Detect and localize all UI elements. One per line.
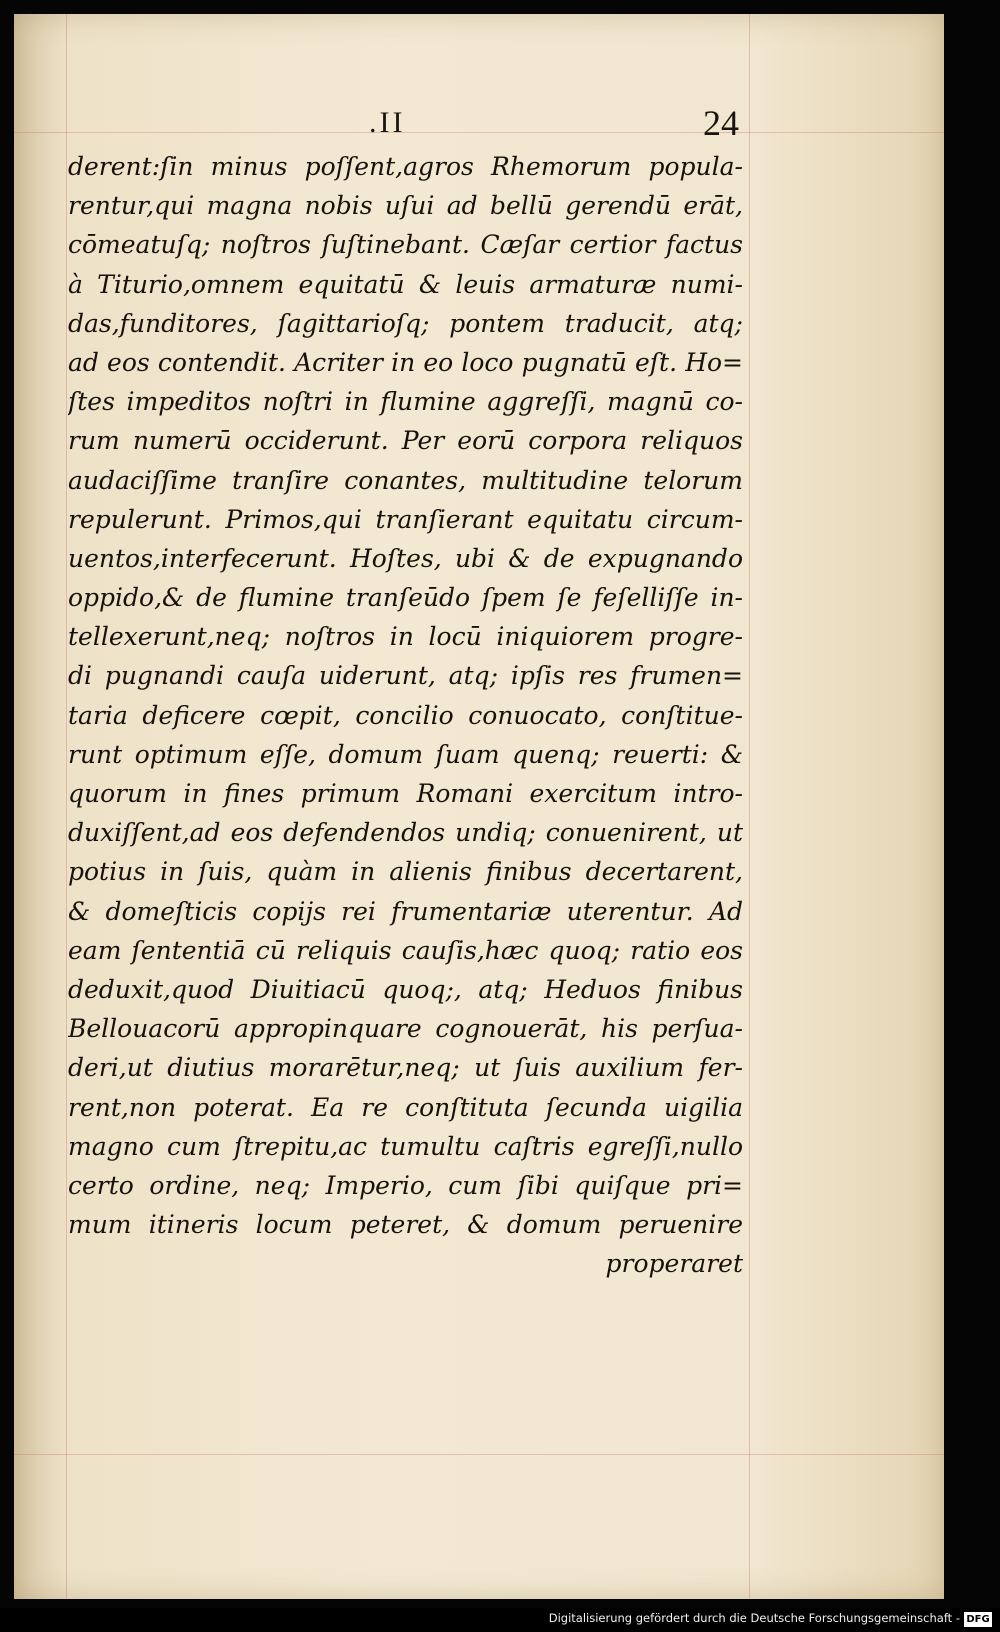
text-line: tellexerunt,neq; noſtros in locū iniquiorem progre-: [68, 622, 743, 652]
text-line: oppido,& de flumine tranſeūdo ſpem ſe feſelliſſe in-: [68, 583, 743, 613]
text-line: rum numerū occiderunt. Per eorū corpora reliquos: [68, 426, 743, 456]
text-line: certo ordine, neq; Imperio, cum ſibi quiſque pri=: [68, 1170, 743, 1200]
text-line: taria deficere cœpit, concilio conuocato, conſtitue-: [68, 700, 743, 730]
footer-bar: [0, 1608, 1000, 1632]
book-page: [14, 14, 944, 1599]
text-line: audaciſſime tranſire conantes, multitudine telorum: [68, 465, 743, 495]
text-line: à Titurio,omnem equitatū & leuis armaturæ numi-: [68, 269, 743, 299]
text-line: deduxit,quod Diuitiacū quoq;, atq; Heduos finibus: [68, 974, 743, 1004]
text-line: & domeſticis copijs rei frumentariæ uterentur. Ad: [68, 896, 743, 926]
text-line: ſtes impeditos noſtri in flumine aggreſſi, magnū co-: [68, 387, 743, 417]
margin-rule-bottom: [14, 1454, 944, 1455]
text-line: das,funditores, ſagittarioſq; pontem traducit, atq;: [68, 308, 743, 338]
text-line: potius in ſuis, quàm in alienis finibus decertarent,: [68, 857, 743, 887]
signature-mark: .II: [369, 106, 406, 139]
text-line: ad eos contendit. Acriter in eo loco pugnatū eſt. Ho=: [68, 347, 743, 377]
text-line: di pugnandi cauſa uiderunt, atq; ipſis res frumen=: [68, 661, 743, 691]
text-line: mum itineris locum peteret, & domum peruenire: [68, 1210, 743, 1240]
text-line: Bellouacorū appropinquare cognouerāt, his perſua-: [68, 1014, 743, 1044]
text-line: rent,non poterat. Ea re conſtituta ſecunda uigilia: [68, 1092, 743, 1122]
text-line: uentos,interfecerunt. Hoſtes, ubi & de expugnando: [68, 543, 743, 573]
text-line: runt optimum eſſe, domum ſuam quenq; reuerti: &: [68, 739, 743, 769]
margin-rule-right: [749, 14, 750, 1599]
text-line: properaret: [605, 1249, 743, 1279]
text-line: derent:ſin minus poſſent,agros Rhemorum popula-: [68, 152, 743, 181]
text-line: duxiſſent,ad eos defendendos undiq; conuenirent, ut: [68, 818, 743, 848]
text-line: quorum in fines primum Romani exercitum intro-: [68, 779, 743, 808]
text-line: cōmeatuſq; noſtros ſuſtinebant. Cæſar certior factus: [68, 230, 743, 260]
margin-rule-left: [66, 14, 67, 1599]
funding-credit: Digitalisierung gefördert durch die Deutsche Forschungsgemeinschaft -: [548, 1611, 960, 1625]
text-line: rentur,qui magna nobis uſui ad bellū gerendū erāt,: [68, 191, 743, 221]
folio-number: 24: [703, 103, 739, 143]
text-line: deri,ut diutius morarētur,neq; ut ſuis auxilium fer-: [68, 1053, 743, 1083]
text-line: magno cum ſtrepitu,ac tumultu caſtris egreſſi,nullo: [68, 1131, 743, 1161]
page-header: [14, 103, 944, 150]
text-line: repulerunt. Primos,qui tranſierant equitatu circum-: [68, 504, 743, 534]
dfg-logo: DFG: [964, 1612, 992, 1627]
body-text: [68, 147, 743, 1283]
text-line: eam ſententiā cū reliquis cauſis,hæc quoq; ratio eos: [68, 935, 743, 965]
